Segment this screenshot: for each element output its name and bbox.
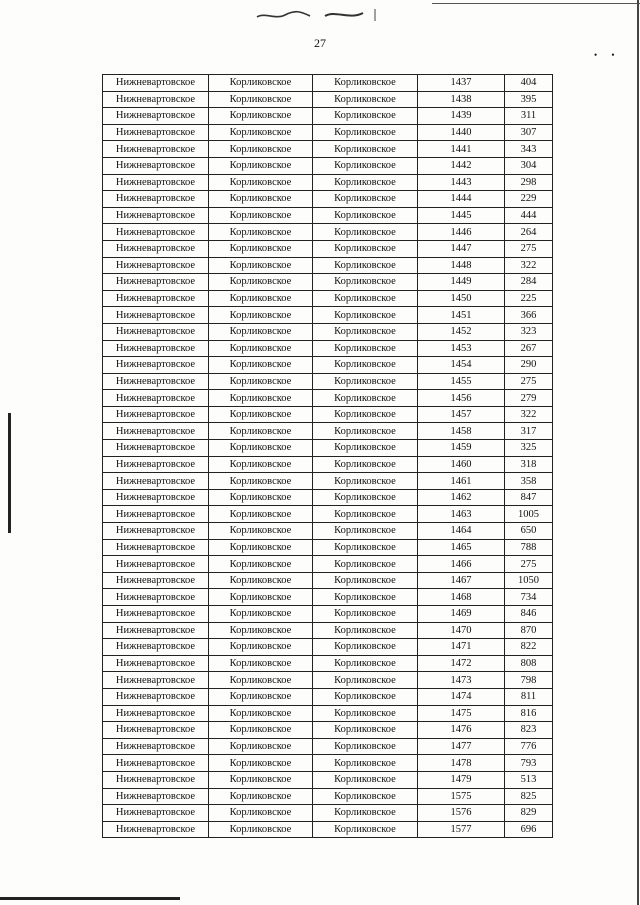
table-cell: Корликовское [313, 141, 418, 158]
table-cell: Нижневартовское [103, 456, 209, 473]
table-cell: Корликовское [313, 373, 418, 390]
table-cell: 1462 [418, 489, 505, 506]
table-cell: Корликовское [209, 257, 313, 274]
page-number: 27 [314, 36, 326, 50]
table-row [103, 191, 553, 208]
table-cell: Корликовское [209, 639, 313, 656]
table-cell: 322 [505, 257, 553, 274]
table-cell: 395 [505, 91, 553, 108]
table-cell: 1477 [418, 738, 505, 755]
table-cell: Корликовское [313, 655, 418, 672]
table-cell: Нижневартовское [103, 290, 209, 307]
table-cell: Корликовское [209, 655, 313, 672]
table-cell: 1463 [418, 506, 505, 523]
table-cell: Корликовское [209, 373, 313, 390]
table-cell: Корликовское [313, 738, 418, 755]
table-cell: Нижневартовское [103, 91, 209, 108]
table-cell: Корликовское [209, 440, 313, 457]
table-row [103, 274, 553, 291]
table-cell: 847 [505, 489, 553, 506]
table-cell: Корликовское [313, 357, 418, 374]
table-cell: Корликовское [313, 440, 418, 457]
table-row [103, 755, 553, 772]
table-cell: Нижневартовское [103, 523, 209, 540]
table-cell: Корликовское [209, 456, 313, 473]
table-cell: 650 [505, 523, 553, 540]
table-row [103, 141, 553, 158]
table-cell: Нижневартовское [103, 224, 209, 241]
table-cell: Нижневартовское [103, 722, 209, 739]
table-cell: 1447 [418, 240, 505, 257]
table-cell: 823 [505, 722, 553, 739]
table-row [103, 771, 553, 788]
table-cell: 1466 [418, 556, 505, 573]
table-cell: Нижневартовское [103, 157, 209, 174]
table-cell: Нижневартовское [103, 688, 209, 705]
table-cell: Нижневартовское [103, 771, 209, 788]
table-cell: 1577 [418, 821, 505, 838]
table-cell: 798 [505, 672, 553, 689]
table-cell: Нижневартовское [103, 639, 209, 656]
table-cell: 225 [505, 290, 553, 307]
table-cell: Корликовское [313, 406, 418, 423]
table-cell: 1445 [418, 207, 505, 224]
table-row [103, 622, 553, 639]
table-cell: 808 [505, 655, 553, 672]
table-row [103, 805, 553, 822]
table-cell: Корликовское [209, 705, 313, 722]
table-cell: Нижневартовское [103, 755, 209, 772]
table-cell: Нижневартовское [103, 705, 209, 722]
table-cell: 311 [505, 108, 553, 125]
table-cell: Нижневартовское [103, 390, 209, 407]
table-cell: Корликовское [209, 539, 313, 556]
table-cell: Нижневартовское [103, 191, 209, 208]
table-row [103, 672, 553, 689]
table-row [103, 91, 553, 108]
table-cell: Нижневартовское [103, 373, 209, 390]
table-cell: Корликовское [209, 688, 313, 705]
table-row [103, 340, 553, 357]
table-cell: Корликовское [313, 423, 418, 440]
table-cell: Корликовское [313, 506, 418, 523]
table-cell: 1438 [418, 91, 505, 108]
table-cell: Нижневартовское [103, 655, 209, 672]
table-cell: 307 [505, 124, 553, 141]
table-row [103, 688, 553, 705]
table-row [103, 373, 553, 390]
table-row [103, 821, 553, 838]
table-row [103, 655, 553, 672]
table-cell: Корликовское [209, 323, 313, 340]
table-row [103, 174, 553, 191]
table-cell: 343 [505, 141, 553, 158]
table-cell: 325 [505, 440, 553, 457]
table-cell: Корликовское [209, 240, 313, 257]
table-row [103, 75, 553, 92]
table-cell: Корликовское [313, 207, 418, 224]
table-cell: Корликовское [313, 539, 418, 556]
table-cell: 1459 [418, 440, 505, 457]
table-cell: 1474 [418, 688, 505, 705]
table-cell: Нижневартовское [103, 240, 209, 257]
table-row [103, 323, 553, 340]
table-cell: 366 [505, 307, 553, 324]
table-cell: Корликовское [209, 124, 313, 141]
table-cell: Нижневартовское [103, 274, 209, 291]
table-cell: Корликовское [313, 473, 418, 490]
table-cell: Корликовское [209, 357, 313, 374]
table-cell: 1576 [418, 805, 505, 822]
table-cell: Нижневартовское [103, 423, 209, 440]
table-row [103, 539, 553, 556]
table-row [103, 257, 553, 274]
table-cell: 1472 [418, 655, 505, 672]
table-cell: 1455 [418, 373, 505, 390]
table-row [103, 722, 553, 739]
table-cell: Нижневартовское [103, 489, 209, 506]
table-cell: Корликовское [209, 108, 313, 125]
table-cell: Нижневартовское [103, 174, 209, 191]
table-cell: 1458 [418, 423, 505, 440]
table-cell: Нижневартовское [103, 539, 209, 556]
table-row [103, 357, 553, 374]
table-cell: Нижневартовское [103, 506, 209, 523]
table-cell: Нижневартовское [103, 556, 209, 573]
scan-dots: • • [594, 50, 621, 60]
table-cell: 846 [505, 606, 553, 623]
table-cell: Корликовское [209, 606, 313, 623]
table-cell: Корликовское [209, 224, 313, 241]
table-cell: 323 [505, 323, 553, 340]
table-cell: Корликовское [209, 572, 313, 589]
table-cell: 290 [505, 357, 553, 374]
table-cell: Корликовское [209, 672, 313, 689]
table-row [103, 589, 553, 606]
table-cell: Корликовское [209, 406, 313, 423]
table-row [103, 240, 553, 257]
table-row [103, 390, 553, 407]
table-cell: 1476 [418, 722, 505, 739]
table-cell: Нижневартовское [103, 257, 209, 274]
table-cell: 1575 [418, 788, 505, 805]
table-cell: Нижневартовское [103, 340, 209, 357]
table-cell: 1454 [418, 357, 505, 374]
table-cell: 1469 [418, 606, 505, 623]
table-cell: 822 [505, 639, 553, 656]
table-row [103, 489, 553, 506]
table-cell: 696 [505, 821, 553, 838]
table-cell: 1473 [418, 672, 505, 689]
table-cell: 825 [505, 788, 553, 805]
table-cell: Корликовское [313, 788, 418, 805]
table-row [103, 639, 553, 656]
table-cell: Корликовское [209, 390, 313, 407]
table-cell: 1441 [418, 141, 505, 158]
table-cell: 1460 [418, 456, 505, 473]
table-row [103, 456, 553, 473]
table-row [103, 572, 553, 589]
table-cell: Нижневартовское [103, 207, 209, 224]
table-cell: Нижневартовское [103, 406, 209, 423]
table-cell: Корликовское [313, 771, 418, 788]
table-cell: Корликовское [313, 224, 418, 241]
table-cell: Корликовское [313, 622, 418, 639]
table-cell: Корликовское [209, 141, 313, 158]
table-cell: 513 [505, 771, 553, 788]
table-cell: Корликовское [209, 738, 313, 755]
table-cell: 776 [505, 738, 553, 755]
table-cell: 1439 [418, 108, 505, 125]
table-cell: 1442 [418, 157, 505, 174]
table-cell: 1448 [418, 257, 505, 274]
table-cell: Корликовское [209, 423, 313, 440]
table-cell: 829 [505, 805, 553, 822]
table-cell: Нижневартовское [103, 75, 209, 92]
table-cell: Корликовское [209, 556, 313, 573]
table-cell: 816 [505, 705, 553, 722]
table-cell: Корликовское [209, 174, 313, 191]
table-cell: Корликовское [209, 473, 313, 490]
table-cell: Корликовское [313, 290, 418, 307]
table-row [103, 506, 553, 523]
table-cell: Корликовское [313, 257, 418, 274]
scan-edge-mark [8, 413, 11, 533]
table-row [103, 290, 553, 307]
table-cell: Корликовское [209, 75, 313, 92]
scan-edge-bottom [0, 897, 180, 900]
table-cell: 788 [505, 539, 553, 556]
table-row [103, 406, 553, 423]
table-cell: Корликовское [313, 124, 418, 141]
table-cell: 1478 [418, 755, 505, 772]
table-cell: Корликовское [209, 489, 313, 506]
table-cell: 322 [505, 406, 553, 423]
table-cell: Нижневартовское [103, 440, 209, 457]
table-cell: 1449 [418, 274, 505, 291]
table-row [103, 440, 553, 457]
table-cell: 1437 [418, 75, 505, 92]
table-cell: Корликовское [313, 307, 418, 324]
table-cell: Корликовское [209, 788, 313, 805]
table-cell: Нижневартовское [103, 606, 209, 623]
table-cell: 1470 [418, 622, 505, 639]
table-cell: 275 [505, 240, 553, 257]
table-cell: 264 [505, 224, 553, 241]
table-cell: Нижневартовское [103, 141, 209, 158]
table-cell: 1446 [418, 224, 505, 241]
table-cell: Корликовское [313, 589, 418, 606]
table-cell: Нижневартовское [103, 738, 209, 755]
table-cell: Корликовское [313, 805, 418, 822]
table-row [103, 473, 553, 490]
table-cell: Нижневартовское [103, 357, 209, 374]
table-cell: Корликовское [313, 572, 418, 589]
table-cell: Корликовское [313, 556, 418, 573]
table-cell: Корликовское [313, 705, 418, 722]
table-cell: Корликовское [313, 755, 418, 772]
table-cell: Корликовское [313, 75, 418, 92]
table-cell: Нижневартовское [103, 672, 209, 689]
table-cell: Корликовское [313, 639, 418, 656]
table-cell: Нижневартовское [103, 788, 209, 805]
table-cell: Корликовское [313, 821, 418, 838]
table-cell: Нижневартовское [103, 124, 209, 141]
table-cell: 1005 [505, 506, 553, 523]
table-cell: Нижневартовское [103, 821, 209, 838]
table-body [103, 75, 553, 838]
table-cell: Нижневартовское [103, 473, 209, 490]
table-cell: 1467 [418, 572, 505, 589]
table-cell: 793 [505, 755, 553, 772]
table-cell: Нижневартовское [103, 307, 209, 324]
table-cell: 1451 [418, 307, 505, 324]
table-cell: 1456 [418, 390, 505, 407]
table-cell: Нижневартовское [103, 589, 209, 606]
table-cell: 1444 [418, 191, 505, 208]
table-cell: Корликовское [313, 523, 418, 540]
table-cell: 1452 [418, 323, 505, 340]
table-cell: Корликовское [209, 157, 313, 174]
table-cell: 1443 [418, 174, 505, 191]
table-cell: Корликовское [313, 108, 418, 125]
table-row [103, 738, 553, 755]
table-cell: 1461 [418, 473, 505, 490]
table-cell: 1453 [418, 340, 505, 357]
table-row [103, 124, 553, 141]
table-cell: 1479 [418, 771, 505, 788]
table-cell: Корликовское [209, 207, 313, 224]
table-cell: Корликовское [313, 274, 418, 291]
table-cell: 811 [505, 688, 553, 705]
table-row [103, 307, 553, 324]
table-cell: Корликовское [313, 191, 418, 208]
table-cell: 318 [505, 456, 553, 473]
table-row [103, 207, 553, 224]
table-cell: 870 [505, 622, 553, 639]
table-row [103, 157, 553, 174]
scan-top-rule [432, 3, 640, 4]
table-cell: Корликовское [209, 191, 313, 208]
table-cell: 279 [505, 390, 553, 407]
table-cell: Корликовское [313, 606, 418, 623]
table-row [103, 523, 553, 540]
table-cell: 358 [505, 473, 553, 490]
table-cell: Корликовское [209, 755, 313, 772]
table-cell: Корликовское [313, 688, 418, 705]
table-cell: 267 [505, 340, 553, 357]
table-cell: 1450 [418, 290, 505, 307]
table-cell: Корликовское [313, 240, 418, 257]
table-cell: 317 [505, 423, 553, 440]
table-row [103, 788, 553, 805]
table-cell: Корликовское [209, 589, 313, 606]
table-cell: Корликовское [209, 805, 313, 822]
table-cell: 1440 [418, 124, 505, 141]
table-cell: Корликовское [313, 456, 418, 473]
table-cell: 404 [505, 75, 553, 92]
table-cell: Корликовское [313, 323, 418, 340]
table-cell: 444 [505, 207, 553, 224]
table-cell: Корликовское [313, 340, 418, 357]
table-cell: Корликовское [313, 91, 418, 108]
table-row [103, 108, 553, 125]
table-cell: Нижневартовское [103, 805, 209, 822]
table-cell: Корликовское [209, 622, 313, 639]
table-cell: 298 [505, 174, 553, 191]
table-cell: Корликовское [209, 523, 313, 540]
table-cell: Корликовское [313, 174, 418, 191]
table-cell: Корликовское [209, 290, 313, 307]
table-cell: 275 [505, 373, 553, 390]
table-cell: 1050 [505, 572, 553, 589]
table-cell: Корликовское [313, 489, 418, 506]
scan-edge-right [637, 0, 639, 905]
table-cell: Корликовское [209, 722, 313, 739]
scan-artifact [255, 8, 385, 22]
data-table [102, 74, 553, 838]
table-cell: Нижневартовское [103, 622, 209, 639]
table-cell: 1471 [418, 639, 505, 656]
table-cell: Корликовское [209, 506, 313, 523]
table-cell: 734 [505, 589, 553, 606]
table-cell: Корликовское [313, 672, 418, 689]
table-cell: Корликовское [209, 91, 313, 108]
table-cell: Корликовское [209, 274, 313, 291]
table-row [103, 423, 553, 440]
table-cell: 1457 [418, 406, 505, 423]
table-cell: Нижневартовское [103, 572, 209, 589]
table-cell: Корликовское [209, 771, 313, 788]
table-cell: Корликовское [209, 340, 313, 357]
table-cell: Нижневартовское [103, 108, 209, 125]
table-cell: 1464 [418, 523, 505, 540]
table-row [103, 556, 553, 573]
table-cell: 275 [505, 556, 553, 573]
table-cell: Нижневартовское [103, 323, 209, 340]
table-cell: 1475 [418, 705, 505, 722]
table-cell: 284 [505, 274, 553, 291]
table-cell: 1465 [418, 539, 505, 556]
table-cell: Корликовское [313, 390, 418, 407]
table-row [103, 224, 553, 241]
table-cell: Корликовское [313, 157, 418, 174]
table-row [103, 606, 553, 623]
table-cell: Корликовское [209, 307, 313, 324]
table-cell: 229 [505, 191, 553, 208]
table-row [103, 705, 553, 722]
table-cell: Корликовское [209, 821, 313, 838]
table-cell: 1468 [418, 589, 505, 606]
table-cell: 304 [505, 157, 553, 174]
table-cell: Корликовское [313, 722, 418, 739]
